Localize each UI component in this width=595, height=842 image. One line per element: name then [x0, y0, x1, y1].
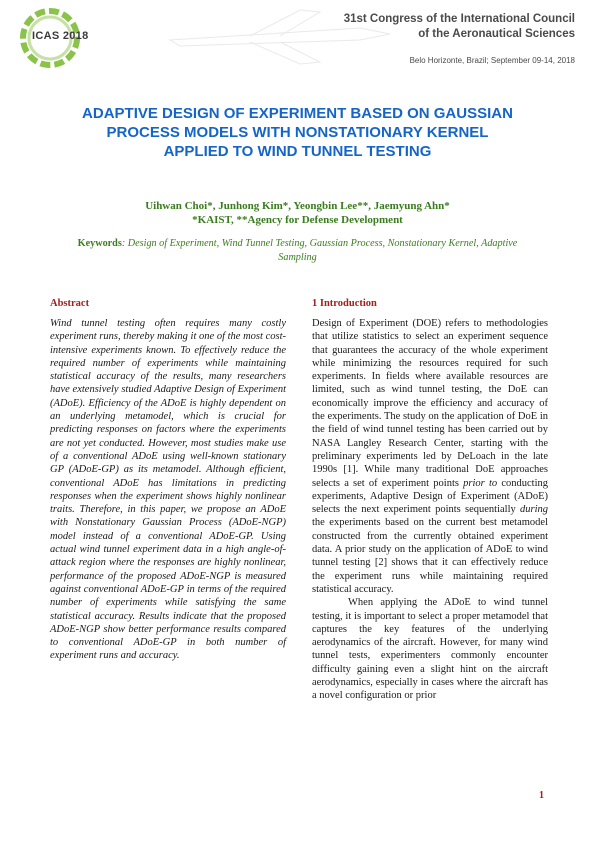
author-block	[60, 199, 535, 227]
page-number: 1	[539, 790, 544, 801]
intro-p1-part-b: conducting experiments, Adaptive Design of Experiment (ADoE) selects the next experiment points sequentially	[312, 477, 548, 516]
paper-title: ADAPTIVE DESIGN OF EXPERIMENT BASED ON GAUSSIAN PROCESS MODELS WITH NONSTATIONARY KERNEL APPLIED TO WIND TUNNEL TESTING	[82, 105, 513, 160]
author-names: Uihwan Choi*, Junhong Kim*, Yeongbin Lee**, Jaemyung Ahn*	[145, 200, 450, 212]
introduction-paragraph-2: When applying the ADoE to wind tunnel testing, it is important to select a proper metamodel that captures the key features of the underlying aerodynamics of the aircraft. However, for many wind tunnel tests, experimenters commonly encounter difficulty gaining even a slight hint on the aircraft aerodynamics, especially in cases where the aircraft has a novel configuration or prior	[312, 597, 548, 702]
logo-text: ICAS 2018	[32, 30, 89, 42]
keywords-label: Keywords	[77, 238, 122, 249]
abstract-section	[50, 298, 286, 663]
introduction-heading: 1 Introduction	[312, 298, 377, 309]
congress-line-2: of the Aeronautical Sciences	[418, 28, 575, 40]
intro-p1-part-a: Design of Experiment (DOE) refers to methodologies that utilize statistics to select an experiment sequence that guarantees the accuracy of the whole experiment while minimizing the resources required for such experiments. In fields where available resources are limited, such as wind tunnel testing, the DoE can economically improve the efficiency and accuracy of the experiments. The study on the application of DoE in the field of wind tunnel testing has been carried out by NASA Langley Research Center, starting with the preliminary experiments led by DeLoach in the late 1990s [1]. While many traditional DoE approaches selects a set of experiment points	[312, 318, 548, 489]
abstract-text: Wind tunnel testing often requires many costly experiment runs, thereby making it one of the most cost-intensive experiments known. To effectively reduce the required number of experiments while maintaining statistical accuracy of the results, many researchers have extensively studied Adaptive Design of Experiment (ADoE). Efficiency of the ADoE is highly dependent on an underlying metamodel, which is crucial for predicting responses on factors where the experiments are not yet conducted. However, most studies make use of a conventional ADoE using well-known stationary GP (ADoE-GP) as its metamodel. Although efficient, conventional ADoE has limitations in predicting responses when the experiment shows highly nonlinear traits. Therefore, in this paper, we propose an ADoE with Nonstationary Gaussian Process (ADoE-NGP) model instead of a conventional ADoE-GP. Using actual wind tunnel experiment data in a high angle-of-attack region where the responses are highly nonlinear, performance of the proposed ADoE-NGP is measured against conventional ADoE-GP in terms of the required number of experiments while satisfying the same statistical accuracy. Results indicate that the proposed ADoE-NGP show better performance results compared to conventional ADoE-GP in both number of experiment runs and accuracy.	[50, 318, 286, 662]
intro-p1-emphasis-prior-to: prior to	[463, 477, 498, 489]
congress-name	[344, 12, 575, 42]
author-affiliations: *KAIST, **Agency for Defense Development	[192, 214, 403, 226]
keywords-text: : Design of Experiment, Wind Tunnel Testing, Gaussian Process, Nonstationary Kernel, Adaptive Sampling	[121, 238, 518, 263]
intro-p1-emphasis-during: during	[519, 504, 548, 516]
congress-place-date: Belo Horizonte, Brazil; September 09-14, 2018	[409, 56, 575, 65]
page-header	[0, 0, 595, 72]
intro-p1-part-c: the experiments based on the current best metamodel constructed from the currently obtained experiment data. A prior study on the application of ADoE to wind tunnel testing [2] shows that it can effectively reduce the experiment runs while maintaining required statistical accuracy.	[312, 517, 548, 595]
keywords	[70, 237, 525, 265]
introduction-paragraph-1	[312, 317, 548, 596]
congress-line-1: 31st Congress of the International Council	[343, 13, 575, 25]
introduction-section	[312, 298, 548, 703]
abstract-heading: Abstract	[50, 298, 90, 309]
